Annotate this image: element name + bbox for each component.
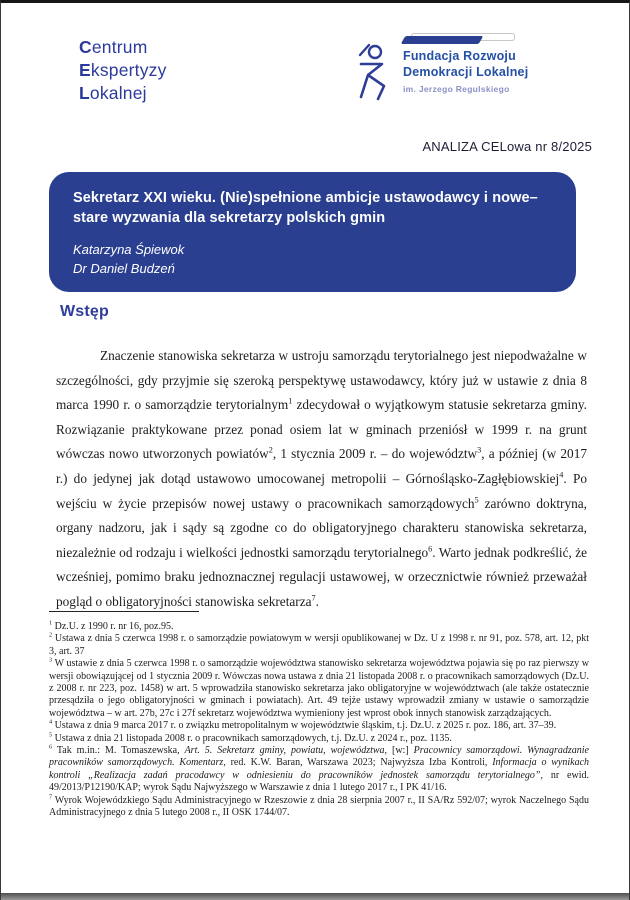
- authors: [73, 240, 552, 278]
- cel-logo-line: Centrum: [79, 37, 148, 57]
- frdl-logo-text: [403, 33, 528, 94]
- footnote: $^4$ Ustawa z dnia 9 marca 2017 r. o związku metropolitalnym w województwie śląskim, t.j. Dz.U. z 2025 r. poz. 186, art. 37–39.: [49, 718, 557, 732]
- footnote-separator: [49, 611, 199, 612]
- footnote: $^2$ Ustawa z dnia 5 czerwca 1998 r. o samorządzie powiatowym w wersji opublikowanej w Dz. U z 1998 r. nr 91, poz. 578, art. 12, pkt 3, art. 37: [49, 632, 589, 657]
- cel-logo-line: Ekspertyzy: [79, 60, 167, 80]
- frdl-person-icon: [357, 43, 395, 101]
- report-title: Sekretarz XXI wieku. (Nie)spełnione ambicje ustawodawcy i nowe–stare wyzwania dla sekretarzy polskich gmin: [73, 190, 538, 226]
- frdl-logo-bar: [403, 33, 515, 45]
- section-heading-wstep: Wstęp: [60, 303, 109, 320]
- footnote: $^3$ W ustawie z dnia 5 czerwca 1998 r. o samorządzie województwa stanowisko sekretarza województwa pojawia się po raz pierwszy w wersji obowiązującej od 1 stycznia 2009 r. Wówczas nowa ustawa z dnia 21 listopada 2008 r. o pracownikach samorządowych (Dz.U. z 2008 r. nr 223, poz. 1458) w art. 5 wprowadziła stanowisko sekretarza jako obligatoryjne w województwach (ale także ostatecznie przesądziła o jego obligatoryjności w gminach i powiatach). Art. 49 tejże ustawy wprowadził zmiany w ustawie o samorządzie województwa – w art. 27b, 27c i 27f sekretarz województwa wymieniony jest wprost obok innych stanowisk zarządzających.: [49, 656, 590, 719]
- author-name: Dr Daniel Budzeń: [73, 261, 175, 276]
- footnotes: [49, 621, 589, 820]
- cel-logo-line: Lokalnej: [79, 83, 147, 103]
- author-name: Katarzyna Śpiewok: [73, 242, 185, 257]
- title-box: [49, 172, 576, 292]
- intro-paragraph: Znaczenie stanowiska sekretarza w ustroju samorządu terytorialnego jest niepodważalne w szczególności, gdy przyjmie się szeroką perspektywę ustawodawcy, który już w ustawie z dnia 8 marca 1990 r. o samorządzie terytorialnym$^1$ zdecydował o wyjątkowym statusie sekretarza gminy. Rozwiązanie praktykowane przez ponad osiem lat w gminach przeniósł w 1999 r. na grunt wówczas nowo utworzonych powiatów$^2$, 1 stycznia 2009 r. – do województw$^3$, a później (w 2017 r.) do jedynej jak dotąd ustawowo umocowanej metropolii – Górnośląsko-Zagłębiowskiej$^4$. Po wejściu w życie przepisów nowej ustawy o pracownikach samorządowych$^5$ zarówno doktryna, organy nadzoru, jak i sądy są zgodne co do obligatoryjnego charakteru stanowiska sekretarza, niezależnie od rodzaju i wielkości jednostki samorządu terytorialnego$^6$. Warto jednak podkreślić, że wcześniej, pomimo braku jednoznacznej regulacji ustawowej, w orzecznictwie również przeważał pogląd o obligatoryjności stanowiska sekretarza$^7$.: [56, 348, 587, 609]
- frdl-name-line1: Fundacja Rozwoju: [403, 49, 516, 63]
- cel-logo: [79, 36, 167, 105]
- frdl-bar-fill: [401, 36, 484, 44]
- footnote: $^6$ Tak m.in.: M. Tomaszewska, Art. 5. Sekretarz gminy, powiatu, województwa, [w:] Pracownicy samorządowi. Wynagradzanie pracowników samorządowych. Komentarz, red. K.W. Baran, Warszawa 2023; Najwyższa Izba Kontroli, Informacja o wynikach kontroli „Realizacja zadań pracodawcy w odniesieniu do pracowników jednostek samorządu terytorialnego”, nr ewid. 49/2013/P12190/KAP; wyrok Sądu Najwyższego w Warszawie z dnia 1 lutego 2017 r., I PK 41/16.: [49, 743, 590, 794]
- page-bottom-edge: [1, 893, 629, 900]
- edition-label: ANALIZA CELowa nr 8/2025: [422, 139, 592, 154]
- footnote: $^7$ Wyrok Wojewódzkiego Sądu Administracyjnego w Rzeszowie z dnia 28 sierpnia 2007 r., II SA/Rz 592/07; wyrok Naczelnego Sądu Administracyjnego z dnia 5 lutego 2008 r., II OSK 1744/07.: [49, 793, 589, 819]
- frdl-name-line2: Demokracji Lokalnej: [403, 64, 529, 79]
- footnote: $^1$ Dz.U. z 1990 r. nr 16, poz.95.: [49, 619, 174, 632]
- frdl-logo: [357, 33, 528, 101]
- frdl-subtitle: im. Jerzego Regulskiego: [403, 84, 510, 94]
- footnote: $^5$ Ustawa z dnia 21 listopada 2008 r. o pracownikach samorządowych, t.j. Dz.U. z 2024 r., poz. 1135.: [49, 731, 452, 744]
